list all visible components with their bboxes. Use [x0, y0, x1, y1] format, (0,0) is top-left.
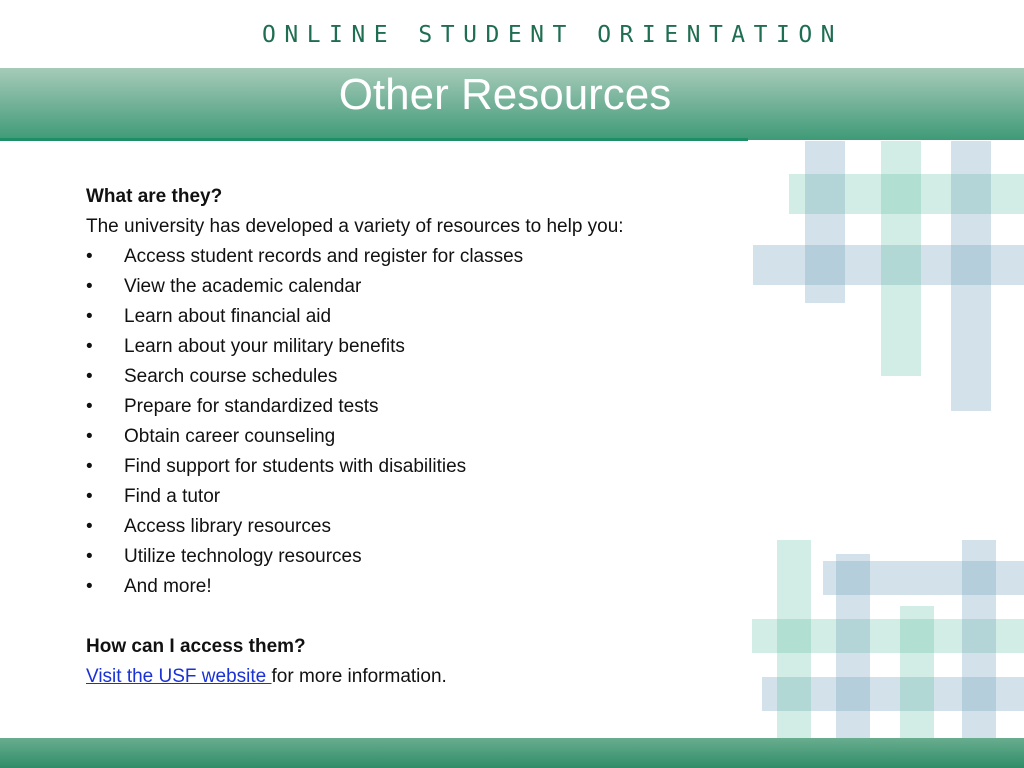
- slide-title: Other Resources: [338, 70, 672, 119]
- list-item: • Utilize technology resources: [86, 542, 726, 572]
- list-item: • Obtain career counseling: [86, 422, 726, 452]
- top-band: [0, 0, 1024, 68]
- slide-content: [86, 182, 726, 692]
- list-item: • Find a tutor: [86, 482, 726, 512]
- bullet-marker: •: [86, 546, 93, 567]
- bullet-marker: •: [86, 486, 93, 507]
- usf-website-link[interactable]: Visit the USF website: [86, 666, 272, 687]
- list-item: • Access library resources: [86, 512, 726, 542]
- resource-list: [86, 242, 726, 602]
- bullet-marker: •: [86, 366, 93, 387]
- list-item: • Prepare for standardized tests: [86, 392, 726, 422]
- bullet-marker: •: [86, 516, 93, 537]
- spacer: [86, 602, 726, 632]
- list-item: • Learn about your military benefits: [86, 332, 726, 362]
- bullet-marker: •: [86, 306, 93, 327]
- section-heading-what: What are they?: [86, 186, 223, 207]
- bullet-marker: •: [86, 576, 93, 597]
- list-item: • Find support for students with disabilities: [86, 452, 726, 482]
- bullet-marker: •: [86, 276, 93, 297]
- bullet-marker: •: [86, 336, 93, 357]
- list-item: • Access student records and register for classes: [86, 242, 726, 272]
- access-sentence-tail: for more information.: [271, 666, 447, 687]
- footer-bar: [0, 738, 1024, 768]
- bullet-marker: •: [86, 246, 93, 267]
- section-heading-access: How can I access them?: [86, 636, 306, 657]
- bullet-marker: •: [86, 456, 93, 477]
- bullet-marker: •: [86, 426, 93, 447]
- list-item: • And more!: [86, 572, 726, 602]
- bullet-marker: •: [86, 396, 93, 417]
- list-item: • View the academic calendar: [86, 272, 726, 302]
- list-item: • Learn about financial aid: [86, 302, 726, 332]
- intro-text: The university has developed a variety of resources to help you:: [86, 216, 624, 237]
- title-bar-edge: [0, 138, 748, 141]
- access-sentence: [86, 662, 726, 692]
- brand-header: ONLINE STUDENT ORIENTATION: [262, 22, 844, 48]
- list-item: • Search course schedules: [86, 362, 726, 392]
